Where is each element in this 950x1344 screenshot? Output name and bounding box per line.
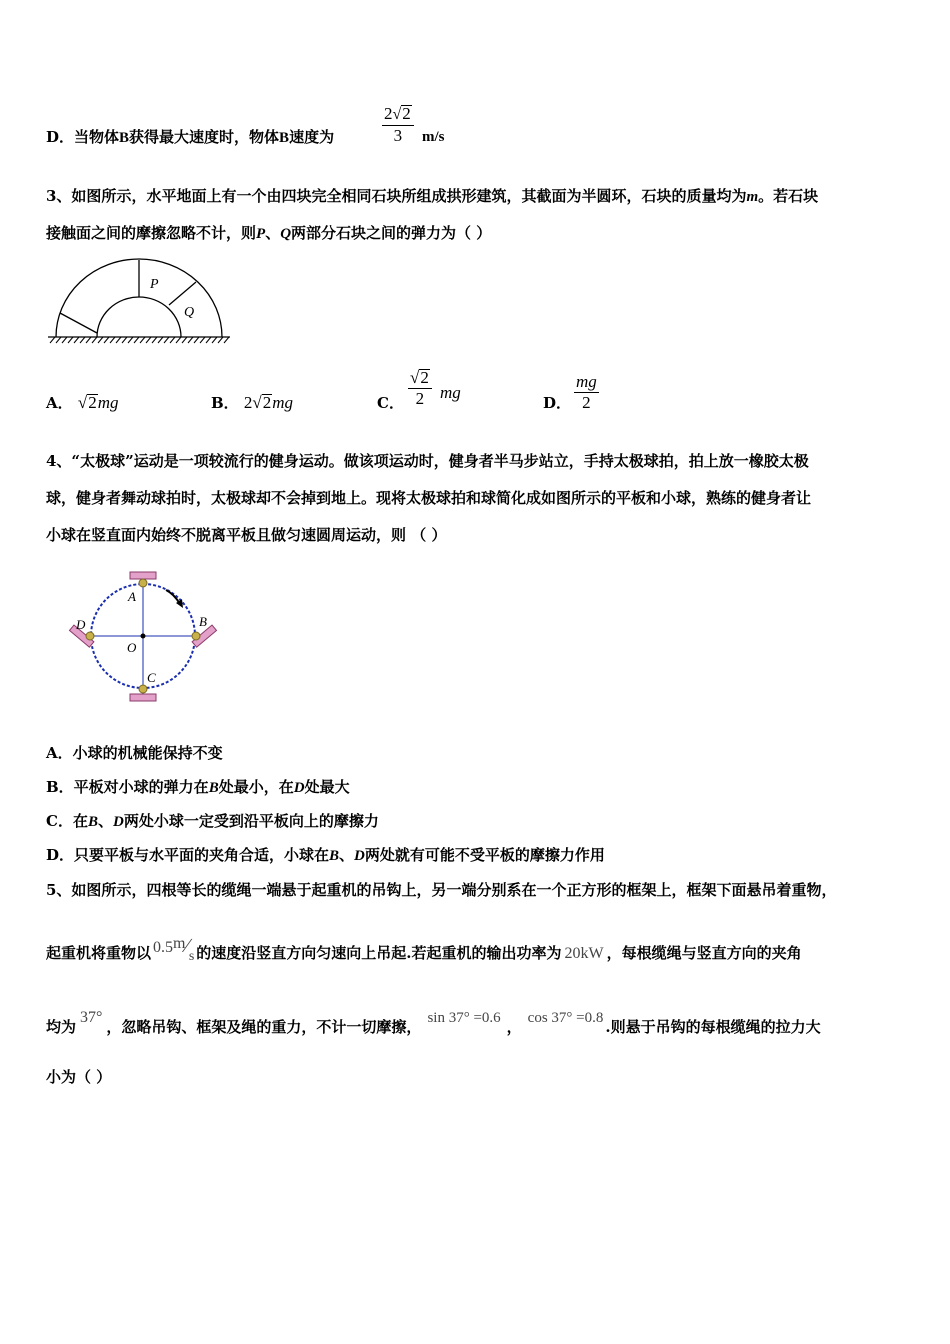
- q3-opt-d-letter: D．: [543, 394, 572, 412]
- q3-fig-label-q: Q: [184, 305, 195, 320]
- q3-stem-line1: [46, 186, 818, 207]
- q3-opt-a-rad: 2: [88, 393, 97, 412]
- q5-line2-end: ，每根缆绳与竖直方向的夹角: [606, 944, 802, 962]
- q3-joint-right: [169, 282, 196, 305]
- q4-label-a: A: [128, 589, 136, 604]
- q4-stem-line2: 球，健身者舞动球拍时，太极球却不会掉到地上。现将太极球拍和球简化成如图所示的平板和小球，熟练的健身者让: [46, 489, 812, 507]
- q3-fig-label-p: P: [150, 277, 159, 292]
- q5-stem-line2: [46, 935, 802, 965]
- q3-opt-c-den: 2: [415, 389, 425, 408]
- q4-taiji-figure: [68, 570, 220, 708]
- q5-line3-mid: ，忽略吊钩、框架及绳的重力，不计一切摩擦，: [106, 1018, 422, 1036]
- q3-option-d[interactable]: [543, 392, 571, 413]
- q3-line2-text: 接触面之间的摩擦忽略不计，则: [46, 224, 257, 242]
- q3-joint-left: [60, 313, 97, 333]
- q4-option-a[interactable]: A．小球的机械能保持不变: [46, 744, 223, 762]
- q4-optc-end: 两处小球一定受到沿平板向上的摩擦力: [123, 812, 379, 830]
- q5-angle: 37°: [80, 1009, 103, 1026]
- q5-cos-expr: cos 37° =0.8: [527, 1010, 604, 1026]
- q4-center-point: [141, 634, 146, 639]
- q4-label-d: D: [76, 617, 86, 632]
- q2-optd-text: D．当物体: [46, 128, 120, 146]
- q5-speed-den: s: [188, 949, 195, 964]
- q2-optd-b1: B: [119, 130, 130, 146]
- q5-line3-text: 均为: [46, 1018, 77, 1036]
- q4-label-c: C: [147, 670, 156, 685]
- q3-opt-a-letter: A．: [46, 394, 73, 412]
- q3-opt-a-tail: mg: [97, 393, 119, 412]
- q3-mass-symbol: m: [746, 189, 759, 205]
- q5-stem-line1: 5、如图所示，四根等长的缆绳一端悬于起重机的吊钩上，另一端分别系在一个正方形的框架上，框架下面悬吊着重物，: [46, 881, 837, 899]
- q2-option-d: [46, 127, 334, 148]
- q3-opt-b-tail: mg: [272, 393, 294, 412]
- q4-optb-text: B．平板对小球的弹力在: [46, 778, 209, 796]
- q5-speed-val: 0.5: [153, 939, 174, 956]
- q4-paddle-c: [130, 694, 156, 701]
- q4-optb-end: 处最大: [304, 778, 350, 796]
- q3-sep: 、: [265, 224, 281, 242]
- q4-optc-sep: 、: [97, 812, 113, 830]
- q5-sin-expr: sin 37° =0.6: [427, 1010, 501, 1026]
- q4-label-o: O: [127, 640, 137, 655]
- q5-power: 20kW: [564, 945, 604, 962]
- q3-q-symbol: Q: [280, 226, 292, 242]
- q3-ground-hatch: [50, 337, 229, 343]
- q4-optd-text: D．只要平板与水平面的夹角合适，小球在: [46, 846, 330, 864]
- q4-optc-text: C．在: [46, 812, 88, 830]
- q4-optd-end: 两处就有可能不受平板的摩擦力作用: [364, 846, 605, 864]
- q4-stem-line3: 小球在竖直面内始终不脱离平板且做匀速圆周运动，则 （ ）: [46, 526, 447, 544]
- q5-speed-num: m: [173, 935, 186, 952]
- q3-arch-figure: [44, 255, 234, 350]
- q2-optd-mid2: 速度为: [289, 128, 335, 146]
- q3-option-a[interactable]: A． √2mg: [46, 393, 119, 412]
- q4-option-b[interactable]: [46, 777, 350, 798]
- q3-opt-c-tail: mg: [440, 383, 461, 402]
- q4-optb-b: B: [208, 780, 219, 796]
- q5-stem-line4: 小为（ ）: [46, 1068, 112, 1086]
- q4-ball-b: [192, 632, 200, 640]
- q4-optb-d: D: [293, 780, 305, 796]
- q4-label-b: B: [199, 614, 207, 629]
- q4-paddle-a: [130, 572, 156, 579]
- q2-optd-b2: B: [279, 130, 290, 146]
- q4-option-c[interactable]: [46, 811, 379, 832]
- q5-line2-mid: 的速度沿竖直方向匀速向上吊起.若起重机的输出功率为: [196, 944, 562, 962]
- q3-opt-b-coef: 2: [243, 393, 253, 412]
- q3-opt-d-fraction: [574, 372, 599, 413]
- q4-optd-b: B: [329, 848, 340, 864]
- q2-frac-rad: 2: [402, 104, 411, 123]
- q4-optd-d: D: [354, 848, 365, 864]
- q4-optd-sep: 、: [339, 846, 355, 864]
- q2-optd-unit: m/s: [422, 129, 445, 145]
- q2-optd-mid: 获得最大速度时，物体: [129, 128, 280, 146]
- q3-option-c[interactable]: [377, 392, 404, 413]
- q5-speed: 0.5m∕s: [153, 935, 195, 964]
- q3-opt-c-rad: 2: [420, 368, 429, 387]
- q4-optc-d: D: [112, 814, 124, 830]
- q4-ball-a: [139, 579, 147, 587]
- q3-line2-end: 两部分石块之间的弹力为（ ）: [291, 224, 492, 242]
- q3-opt-c-letter: C．: [377, 394, 404, 412]
- q4-ball-c: [139, 685, 147, 693]
- q3-opt-b-rad: 2: [262, 393, 272, 412]
- q2-frac-den: 3: [393, 126, 403, 145]
- q4-stem-line1: 4、“太极球”运动是一项较流行的健身运动。做该项运动时，健身者半马步站立，手持太极球拍，拍上放一橡胶太极: [46, 452, 809, 470]
- q5-comma: ，: [506, 1018, 522, 1036]
- q4-ball-d: [86, 632, 94, 640]
- q5-line3-end: .则悬于吊钩的每根缆绳的拉力大: [605, 1018, 821, 1036]
- q3-opt-b-letter: B．: [211, 394, 239, 412]
- q3-stem-line2: [46, 223, 491, 244]
- q3-p-symbol: P: [256, 226, 266, 242]
- q4-optc-b: B: [87, 814, 98, 830]
- q3-line1-text: 3、如图所示，水平地面上有一个由四块完全相同石块所组成拱形建筑，其截面为半圆环，石块的质量均为: [46, 187, 747, 205]
- q3-opt-d-den: 2: [582, 393, 591, 412]
- q5-line2-text: 起重机将重物以: [46, 944, 152, 962]
- q2-frac-coef: 2: [384, 104, 393, 123]
- q3-line1-end: 。若石块: [758, 187, 819, 205]
- q3-opt-d-num: mg: [576, 372, 597, 391]
- q3-opt-c-fraction: $\frac{√2}{2}$: [408, 368, 432, 409]
- q3-option-b[interactable]: B． 2√2mg: [211, 393, 294, 412]
- q4-optb-mid: 处最小，在: [218, 778, 294, 796]
- q3-inner-arc: [97, 297, 181, 337]
- q4-option-d[interactable]: [46, 845, 605, 866]
- q5-stem-line3: [46, 1009, 821, 1038]
- q2-optd-fraction: $\frac{2√2}{3}$: [382, 104, 414, 146]
